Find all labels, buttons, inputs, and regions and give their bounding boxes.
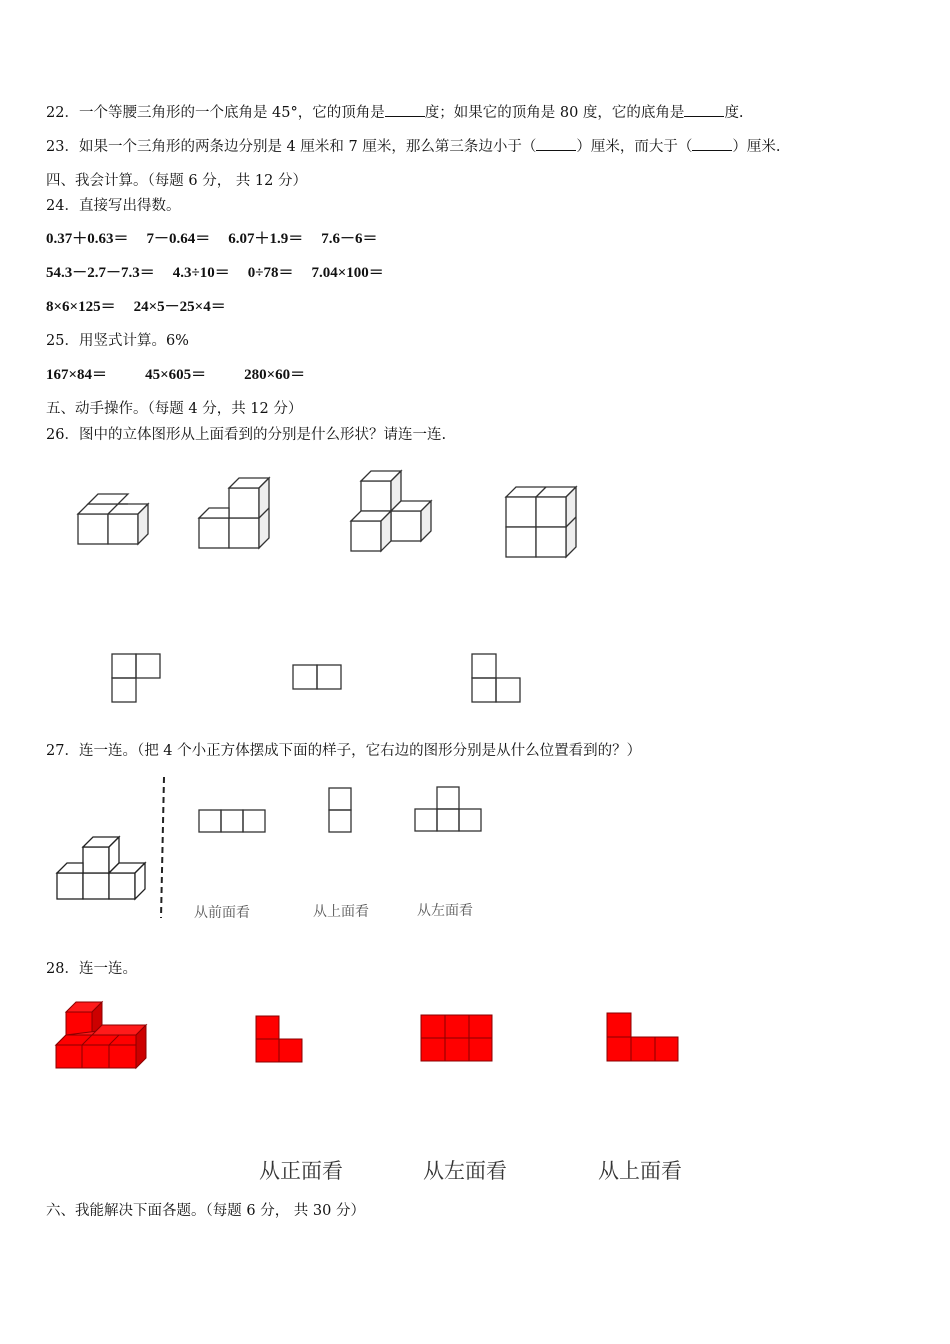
q28-label-top: 从上面看: [598, 1159, 682, 1183]
q28-view-1: [256, 1016, 302, 1062]
q24-item: 7.6－6＝: [321, 231, 378, 247]
q28-view-2: [421, 1015, 492, 1061]
q22-text-1: 22．一个等腰三角形的一个底角是 45°，它的顶角是: [46, 105, 385, 121]
section-5-heading: 五、动手操作。（每题 4 分，共 12 分）: [46, 401, 303, 417]
q24-item: 4.3÷10＝: [172, 265, 230, 281]
q24-item: 7－0.64＝: [146, 231, 211, 247]
q27-view-top: [329, 788, 351, 832]
q25-item: 280×60＝: [244, 367, 306, 383]
question-25-title: 25．用竖式计算。6%: [46, 333, 189, 349]
question-27-title: 27．连一连。（把 4 个小正方体摆成下面的样子，它右边的图形分别是从什么位置看到的？）: [46, 743, 642, 759]
q26-view-1: [112, 654, 160, 702]
q24-item: 24×5－25×4＝: [133, 299, 226, 315]
q28-view-3: [607, 1013, 678, 1061]
question-24-title: 24．直接写出得数。: [46, 198, 181, 214]
section-6-heading: 六、我能解决下面各题。（每题 6 分， 共 30 分）: [46, 1203, 365, 1219]
q23-text-1: 23．如果一个三角形的两条边分别是 4 厘米和 7 厘米，那么第三条边小于（: [46, 139, 537, 155]
q24-item: 8×6×125＝: [46, 299, 116, 315]
q24-item: 6.07＋1.9＝: [228, 231, 304, 247]
q22-text-2: 度；如果它的顶角是 80 度，它的底角是: [424, 105, 685, 121]
q26-solid-1: [78, 494, 148, 544]
q23-text-2: ）厘米，而大于（: [576, 139, 693, 155]
q28-solid: [56, 1002, 146, 1068]
q27-label-front: 从前面看: [194, 905, 250, 921]
q26-view-2: [293, 665, 341, 689]
q27-label-left: 从左面看: [417, 903, 473, 919]
q22-text-3: 度.: [724, 105, 744, 121]
q27-solid: [57, 837, 145, 899]
q28-label-left: 从左面看: [423, 1159, 507, 1183]
q24-item: 0.37＋0.63＝: [46, 231, 129, 247]
question-26-title: 26．图中的立体图形从上面看到的分别是什么形状？请连一连.: [46, 427, 447, 443]
q27-label-top: 从上面看: [313, 904, 369, 920]
q27-view-left: [415, 787, 481, 831]
question-28-title: 28．连一连。: [46, 961, 137, 977]
q25-item: 167×84＝: [46, 367, 108, 383]
section-4-heading: 四、我会计算。（每题 6 分， 共 12 分）: [46, 173, 307, 189]
q28-figures: [56, 1002, 678, 1068]
q24-item: 54.3－2.7－7.3＝: [46, 265, 155, 281]
q27-view-front: [199, 810, 265, 832]
q27-divider: [161, 777, 164, 918]
q25-item: 45×605＝: [145, 367, 207, 383]
q26-view-3: [472, 654, 520, 702]
q26-solid-2: [199, 478, 269, 548]
q24-item: 7.04×100＝: [311, 265, 384, 281]
q28-label-front: 从正面看: [259, 1159, 343, 1183]
q26-solid-3: [351, 471, 431, 551]
q23-text-3: ）厘米.: [732, 139, 781, 155]
q26-solid-4: [506, 487, 576, 557]
q24-item: 0÷78＝: [247, 265, 294, 281]
